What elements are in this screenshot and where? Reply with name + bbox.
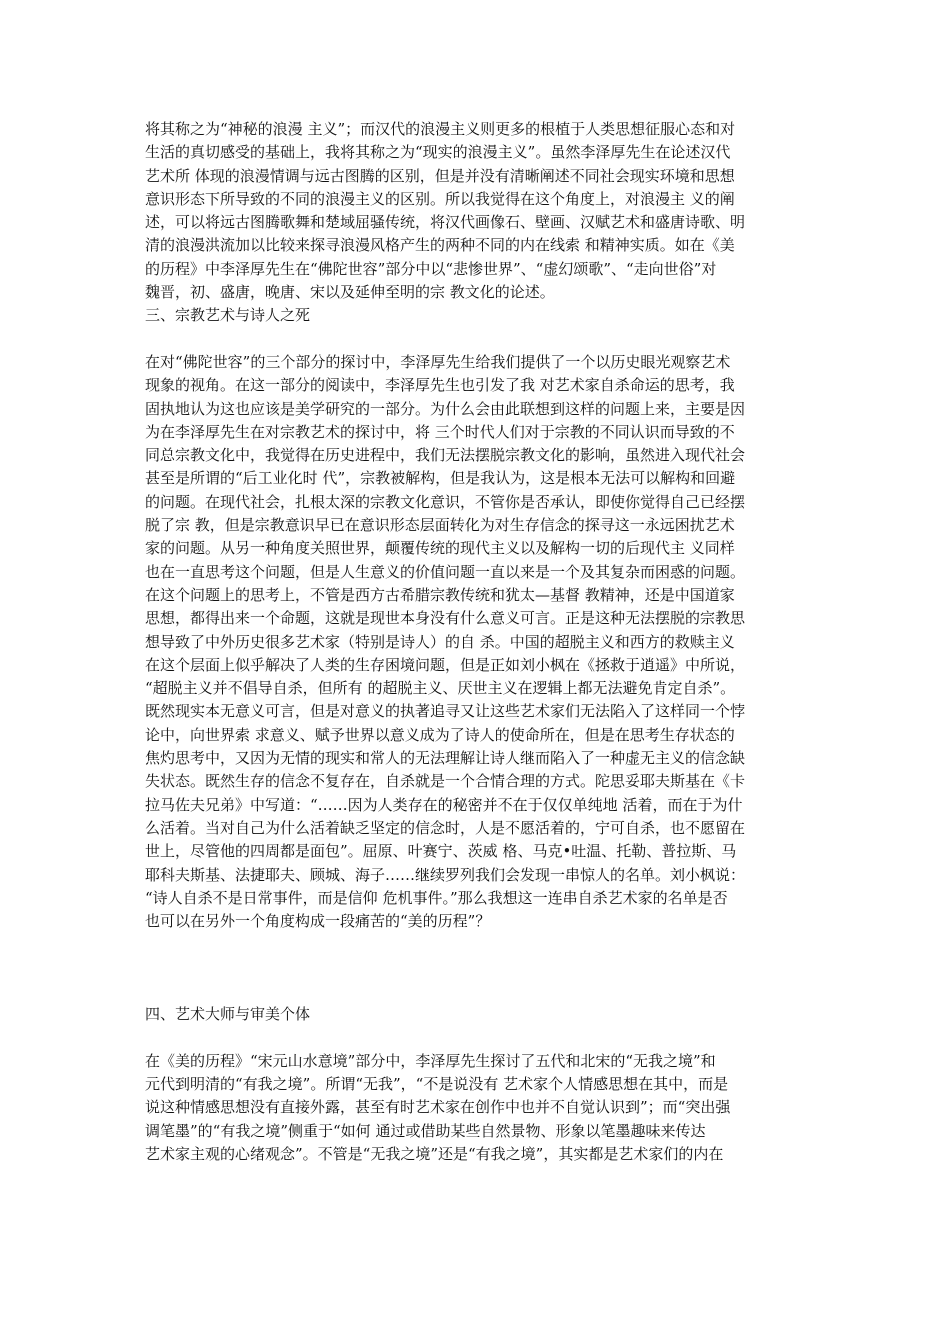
text-line: 论中，向世界索 求意义、赋予世界以意义成为了诗人的使命所在，但是在思考生存状态的 <box>145 725 735 744</box>
text-line: 魏晋，初、盛唐，晚唐、宋以及延伸至明的宗 教文化的论述。 <box>145 283 555 302</box>
spacer <box>145 933 807 956</box>
text-line: 世上，尽管他的四周都是面包”。屈原、叶赛宁、茨威 格、马克•吐温、托勒、普拉斯、马 <box>145 842 737 861</box>
text-line: 为在李泽厚先生在对宗教艺术的探讨中，将 三个时代人们对于宗教的不同认识而导致的不 <box>145 422 735 441</box>
text-line: 甚至是所谓的“后工业化时 代”，宗教被解构，但是我认为，这是根本无法可以解构和回避 <box>145 469 736 488</box>
text-line: 失状态。既然生存的信念不复存在，自杀就是一个合情合理的方式。陀思妥耶夫斯基在《卡 <box>145 772 746 791</box>
text-line: “超脱主义并不倡导自杀，但所有 的超脱主义、厌世主义在逻辑上都无法避免肯定自杀”。 <box>145 679 736 698</box>
text-line: 清的浪漫洪流加以比较来探寻浪漫风格产生的两种不同的内在线索 和精神实质。如在《美 <box>145 236 735 255</box>
text-line: 元代到明清的“有我之境”。所谓“无我”，“不是说没有 艺术家个人情感思想在其中，而是 <box>145 1075 729 1094</box>
text-line: 拉马佐夫兄弟》中写道：“……因为人类存在的秘密并不在于仅仅单纯地 活着，而在于为什 <box>145 795 743 814</box>
text-line: 在这个问题上的思考上，不管是西方古希腊宗教传统和犹太—基督 教精神，还是中国道家 <box>145 585 735 604</box>
text-line: 固执地认为这也应该是美学研究的一部分。为什么会由此联想到这样的问题上来，主要是因 <box>145 399 746 418</box>
text-line: 耶科夫斯基、法捷耶夫、顾城、海子……继续罗列我们会发现一串惊人的名单。刘小枫说： <box>145 865 746 884</box>
text-line: 在对“佛陀世容”的三个部分的探讨中，李泽厚先生给我们提供了一个以历史眼光观察艺术 <box>145 352 731 371</box>
section-four-body <box>145 1050 807 1166</box>
text-line: 调笔墨”的“有我之境”侧重于“如何 通过或借助某些自然景物、形象以笔墨趣味来传达 <box>145 1121 706 1140</box>
text-line: 也在一直思考这个问题，但是人生意义的价值问题一直以来是一个及其复杂而困惑的问题。 <box>145 562 746 581</box>
text-line: 说这种情感思想没有直接外露，甚至有时艺术家在创作中也并不自觉认识到”；而“突出强 <box>145 1098 731 1117</box>
text-line: 的问题。在现代社会，扎根太深的宗教文化意识，不管你是否承认，即使你觉得自己已经摆 <box>145 492 746 511</box>
text-line: 既然现实本无意义可言，但是对意义的执著追寻又让这些艺术家们无法陷入了这样同一个悖 <box>145 702 746 721</box>
text-line: 现象的视角。在这一部分的阅读中，李泽厚先生也引发了我 对艺术家自杀命运的思考，我 <box>145 376 735 395</box>
spacer <box>145 328 807 351</box>
text-line: 家的问题。从另一种角度关照世界，颠覆传统的现代主义以及解构一切的后现代主 义同样 <box>145 539 735 558</box>
text-line: 么活着。当对自己为什么活着缺乏坚定的信念时，人是不愿活着的，宁可自杀，也不愿留在 <box>145 818 746 837</box>
text-line: 也可以在另外一个角度构成一段痛苦的“美的历程”？ <box>145 912 491 931</box>
section-two-tail <box>145 118 807 304</box>
text-line: 艺术家主观的心绪观念”。不管是“无我之境”还是“有我之境”，其实都是艺术家们的内在 <box>145 1145 724 1164</box>
text-line: 同总宗教文化中，我觉得在历史进程中，我们无法摆脱宗教文化的影响，虽然进入现代社会 <box>145 446 746 465</box>
spacer <box>145 980 807 1003</box>
text-line: 的历程》中李泽厚先生在“佛陀世容”部分中以“悲惨世界”、“虚幻颂歌”、“走向世俗”对 <box>145 259 717 278</box>
section-three-body <box>145 351 807 933</box>
text-line: 思想，都得出来一个命题，这就是现世本身没有什么意义可言。正是这种无法摆脱的宗教思 <box>145 609 746 628</box>
text-line: 将其称之为“神秘的浪漫 主义”；而汉代的浪漫主义则更多的根植于人类思想征服心态和对 <box>145 120 736 138</box>
spacer <box>145 957 807 980</box>
text-line: “诗人自杀不是日常事件，而是信仰 危机事件。”那么我想这一连串自杀艺术家的名单是否 <box>145 888 728 907</box>
text-line: 在《美的历程》“宋元山水意境”部分中，李泽厚先生探讨了五代和北宋的“无我之境”和 <box>145 1051 716 1070</box>
text-line: 艺术所 体现的浪漫情调与远古图腾的区别，但是并没有清晰阐述不同社会现实环境和思想 <box>145 166 735 185</box>
text-line: 想导致了中外历史很多艺术家（特别是诗人）的自 杀。中国的超脱主义和西方的救赎主义 <box>145 632 735 651</box>
spacer <box>145 1027 807 1050</box>
section-four-heading: 四、艺术大师与审美个体 <box>145 1005 311 1024</box>
text-line: 脱了宗 教，但是宗教意识早已在意识形态层面转化为对生存信念的探寻这一永远困扰艺术 <box>145 516 735 535</box>
document-page <box>145 118 807 1166</box>
section-three-heading: 三、宗教艺术与诗人之死 <box>145 306 311 325</box>
text-line: 意识形态下所导致的不同的浪漫主义的区别。所以我觉得在这个角度上，对浪漫主 义的阐 <box>145 189 735 208</box>
text-line: 焦灼思考中，又因为无情的现实和常人的无法理解让诗人继而陷入了一种虚无主义的信念缺 <box>145 749 746 768</box>
text-line: 在这个层面上似乎解决了人类的生存困境问题，但是正如刘小枫在《拯救于逍遥》中所说， <box>145 655 746 674</box>
text-line: 生活的真切感受的基础上，我将其称之为“现实的浪漫主义”。虽然李泽厚先生在论述汉代 <box>145 143 731 162</box>
text-line: 述，可以将远古图腾歌舞和楚域屈骚传统，将汉代画像石、壁画、汉赋艺术和盛唐诗歌、明 <box>145 213 746 232</box>
